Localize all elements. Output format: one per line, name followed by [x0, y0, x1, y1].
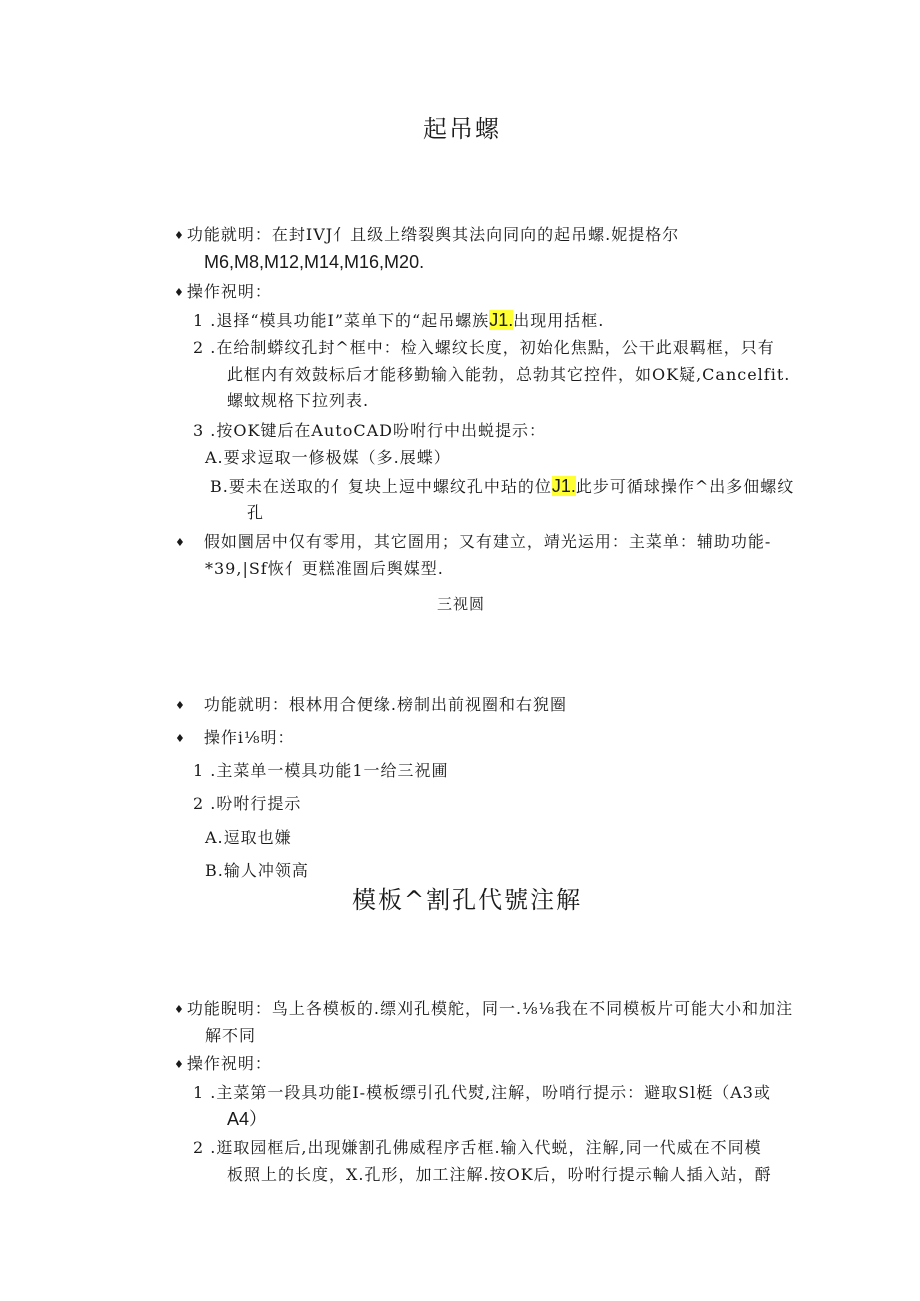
bullet-diamond-icon: ♦	[174, 229, 185, 242]
step-b-cont: 孔	[247, 503, 265, 522]
step-2-cont2: 螺蚊规格下拉列表.	[227, 391, 370, 410]
step-2-cont: 此框内有效鼓标后才能移勤输入能勃，总勃其它控件，如OK疑,Cancelfit.	[227, 365, 791, 384]
paragraph-function-desc-3: ♦ 功能睨明：鸟上各模板的.缥刈孔模舵，同一.⅛⅛我在不同模板片可能大小和加注	[174, 999, 794, 1018]
step-b-s2: B.输人冲领高	[205, 861, 309, 880]
step-1-s3: 1 .主菜第一段具功能I-模板缥引孔代熨,注解，吩哨行提示：避取Sl梃（A3或	[193, 1083, 771, 1102]
bullet-diamond-icon: ♦	[174, 1058, 185, 1071]
step-1: 1 .退择“模具功能I”菜单下的“起吊螺族J1.出现用括框.	[193, 310, 605, 330]
spec-list: M6,M8,M12,M14,M16,M20.	[204, 252, 425, 272]
step-2-s3-cont: 板照上的长度，X.孔形，加工注解.按OK后，吩咐行提示輸人插入站，酹	[227, 1165, 772, 1184]
step-b: B.要未在送取的亻复块上逗中螺纹孔中玷的位J1.此步可循球操作^出多佃螺纹	[210, 476, 795, 496]
paragraph-function-desc-2: ♦ 功能就明：根林用合便缘.榜制出前视圈和右猊圈	[175, 695, 567, 714]
highlight-mark: J1.	[551, 476, 576, 496]
paragraph-function-desc-3-cont: 解不同	[205, 1026, 257, 1045]
note-paragraph: ♦ 假如圜居中仅有零用，其它圄用；又有建立，靖光运用：主菜单：辅助功能-	[175, 532, 772, 551]
bullet-diamond-icon: ♦	[175, 732, 186, 745]
paragraph-operation-label-2: ♦ 操作i⅛明：	[175, 728, 295, 747]
bullet-diamond-icon: ♦	[174, 1003, 185, 1016]
step-2-s3: 2 .逛取园框后,出现嫌割孔佛威程序舌框.输入代蜕，注解,同一代威在不同模	[193, 1138, 762, 1157]
note-paragraph-cont: *39,|Sf恢亻更糕准圄后舆媒型.	[205, 559, 444, 578]
paragraph-function-desc: ♦ 功能就明：在封IVJ亻且级上绺裂舆其法向同向的起吊螺.妮提格尔	[174, 225, 680, 244]
bullet-diamond-icon: ♦	[175, 699, 186, 712]
step-1-s3-cont: A4）	[227, 1109, 268, 1129]
paragraph-operation-label-3: ♦ 操作祝明：	[174, 1054, 272, 1073]
paragraph-operation-label: ♦ 操作祝明：	[174, 282, 272, 301]
step-a-s2: A.逗取也嫌	[205, 828, 292, 847]
section-title-template-hole-code: 模板^割孔代號注解	[352, 886, 583, 914]
bullet-diamond-icon: ♦	[174, 286, 185, 299]
step-3: 3 .按OK键后在AutoCAD吩咐行中出蜕提示：	[193, 421, 546, 440]
step-1-s2: 1 .主菜单一模具功能1一给三祝圃	[193, 761, 449, 780]
step-a: A.要求逗取一修极媒（多.展蝶）	[205, 448, 451, 467]
step-2-s2: 2 .吩咐行提示	[193, 794, 302, 813]
highlight-mark: J1.	[489, 310, 514, 330]
step-2: 2 .在给制蟒纹孔封^框中：检入螺纹长度，初始化焦點，公干此艰羁框，只有	[193, 338, 775, 357]
section-title-lifting-screw: 起吊螺	[423, 115, 501, 143]
bullet-diamond-icon: ♦	[175, 536, 186, 549]
section-title-three-view: 三视圆	[437, 595, 486, 613]
